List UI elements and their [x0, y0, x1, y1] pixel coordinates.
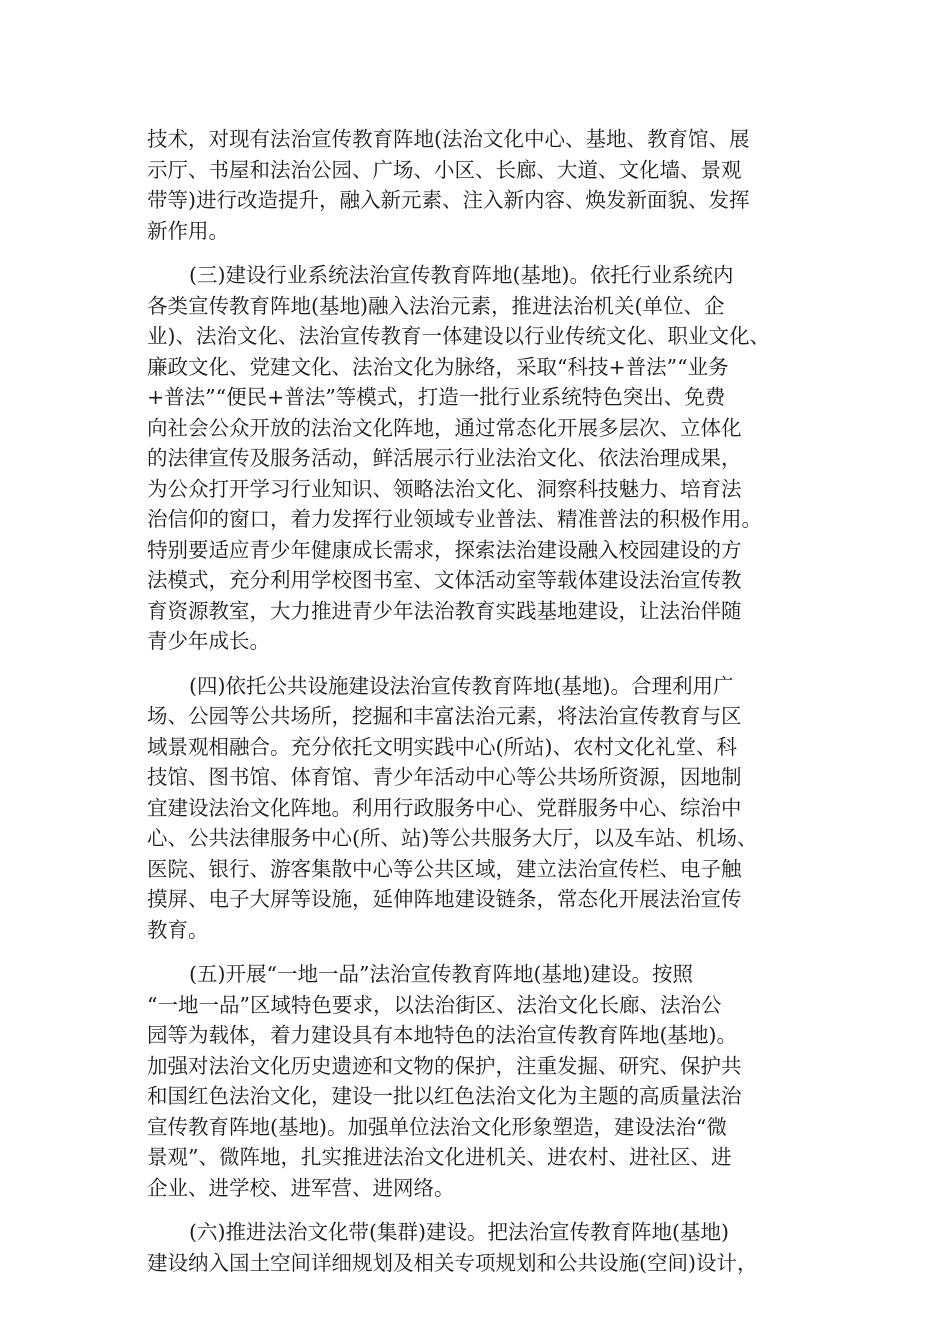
text-line: 带等)进行改造提升，融入新元素、注入新内容、焕发新面貌、发挥	[147, 188, 750, 212]
text-line: 青少年成长。	[147, 629, 270, 653]
text-line: 域景观相融合。充分依托文明实践中心(所站)、农村文化礼堂、科	[147, 734, 737, 759]
text-line: 各类宣传教育阵地(基地)融入法治元素，推进法治机关(单位、企	[147, 293, 725, 318]
text-line: 园等为载体，着力建设具有本地特色的法治宣传教育阵地(基地)。	[147, 1023, 737, 1047]
text-line: 心、公共法律服务中心(所、站)等公共服务大厅，以及车站、机场、	[147, 826, 758, 850]
text-line: (六)推进法治文化带(集群)建设。把法治宣传教育阵地(基地)	[189, 1220, 729, 1244]
text-line: +普法”“便民+普法”等模式，打造一批行业系统特色突出、免费	[147, 385, 726, 409]
paragraph-p4	[147, 1217, 827, 1278]
text-line: 景观”、微阵地，扎实推进法治文化进机关、进农村、进社区、进	[147, 1145, 732, 1169]
text-line: 治信仰的窗口，着力发挥行业领域专业普法、精准普法的积极作用。	[147, 507, 762, 531]
text-line: 技术，对现有法治宣传教育阵地(法治文化中心、基地、教育馆、展	[147, 127, 750, 151]
text-line: 特别要适应青少年健康成长需求，探索法治建设融入校园建设的方	[147, 537, 742, 562]
paragraph-p1	[147, 260, 827, 657]
text-line: 和国红色法治文化，建设一批以红色法治文化为主题的高质量法治	[147, 1084, 742, 1108]
text-line: (五)开展“一地一品”法治宣传教育阵地(基地)建设。按照	[189, 962, 693, 986]
text-line: 示厅、书屋和法治公园、广场、小区、长廊、大道、文化墙、景观	[147, 157, 742, 182]
paragraph-p2	[147, 671, 827, 946]
text-line: 教育。	[147, 917, 209, 942]
text-line: 场、公园等公共场所，挖掘和丰富法治元素，将法治宣传教育与区	[147, 704, 742, 728]
document-page	[147, 124, 827, 1292]
text-line: 育资源教室，大力推进青少年法治教育实践基地建设，让法治伴随	[147, 598, 742, 623]
text-line: 法模式，充分利用学校图书室、文体活动室等载体建设法治宣传教	[147, 568, 742, 592]
text-line: 宣传教育阵地(基地)。加强单位法治文化形象塑造，建设法治“微	[147, 1114, 727, 1139]
text-line: 为公众打开学习行业知识、领略法治文化、洞察科技魅力、培育法	[147, 476, 742, 501]
text-line: 技馆、图书馆、体育馆、青少年活动中心等公共场所资源，因地制	[147, 765, 742, 789]
text-line: 新作用。	[147, 218, 229, 243]
text-line: 建设纳入国土空间详细规划及相关专项规划和公共设施(空间)设计，	[147, 1250, 758, 1275]
text-line: 企业、进学校、进军营、进网络。	[147, 1175, 455, 1200]
text-line: 向社会公众开放的法治文化阵地，通过常态化开展多层次、立体化	[147, 415, 742, 440]
text-line: 加强对法治文化历史遗迹和文物的保护，注重发掘、研究、保护共	[147, 1053, 742, 1078]
text-line: (三)建设行业系统法治宣传教育阵地(基地)。依托行业系统内	[189, 263, 734, 287]
text-line: “一地一品”区域特色要求，以法治街区、法治文化长廊、法治公	[147, 992, 722, 1017]
text-line: 业)、法治文化、法治宣传教育一体建设以行业传统文化、职业文化、	[147, 324, 770, 348]
text-line: (四)依托公共设施建设法治宣传教育阵地(基地)。合理利用广	[189, 673, 734, 698]
paragraph-p0	[147, 124, 827, 246]
text-line: 医院、银行、游客集散中心等公共区域，建立法治宣传栏、电子触	[147, 856, 742, 881]
text-line: 廉政文化、党建文化、法治文化为脉络，采取“科技+普法”“业务	[147, 354, 729, 379]
text-line: 摸屏、电子大屏等设施，延伸阵地建设链条，常态化开展法治宣传	[147, 887, 742, 911]
text-line: 的法律宣传及服务活动，鲜活展示行业法治文化、依法治理成果，	[147, 446, 742, 470]
text-line: 宜建设法治文化阵地。利用行政服务中心、党群服务中心、综治中	[147, 795, 742, 820]
paragraph-p3	[147, 959, 827, 1203]
